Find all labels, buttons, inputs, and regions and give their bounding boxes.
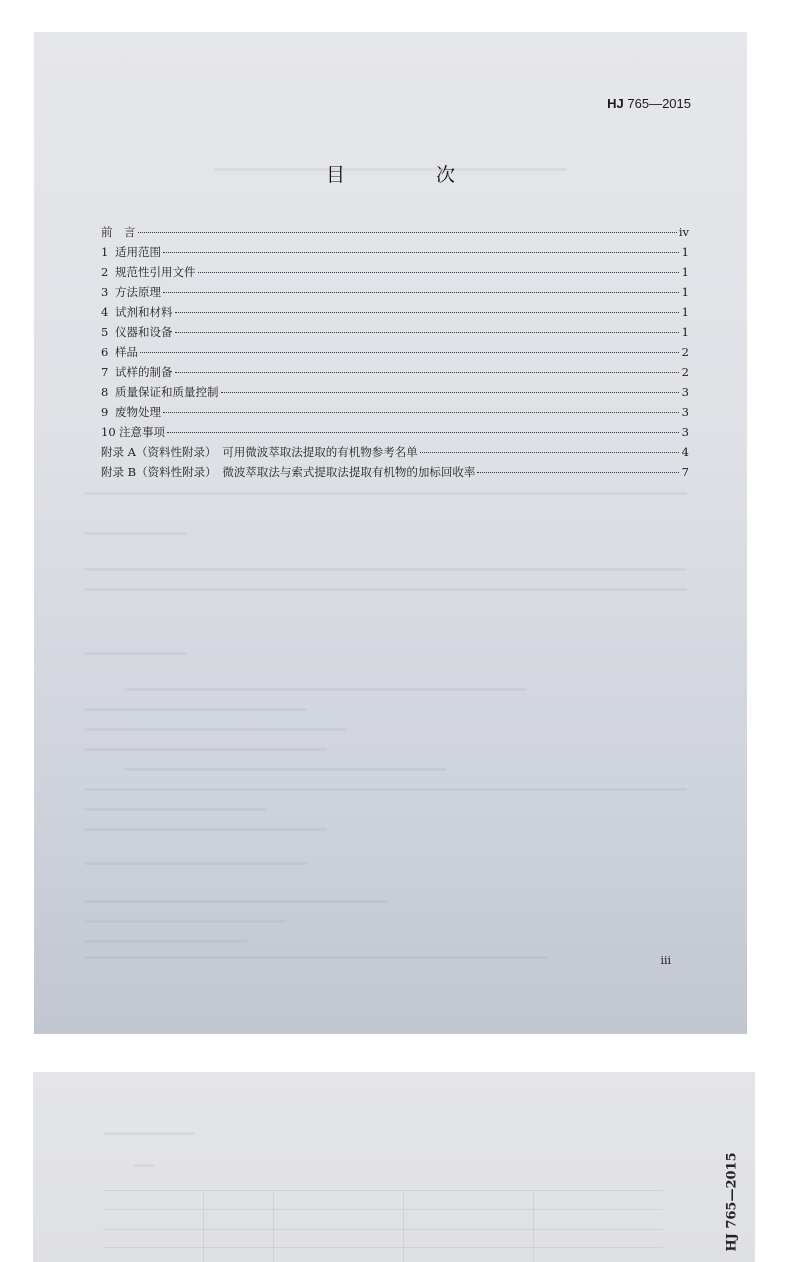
bleed-through-line [84, 862, 307, 865]
bleed-through-line [84, 568, 687, 571]
toc-entry [101, 224, 689, 244]
bleed-through-line [124, 688, 527, 691]
bleed-through-line [84, 788, 687, 791]
toc-entry-number: 2 [101, 265, 109, 279]
toc-entry [101, 284, 689, 304]
toc-entry-number: 10 [101, 425, 116, 439]
bleed-through-line [84, 920, 287, 923]
toc-entry-label: 质量保证和质量控制 [115, 385, 219, 399]
toc-entry-page: 1 [681, 245, 689, 259]
toc-entry-page: 1 [681, 325, 689, 339]
standard-code-prefix: HJ [607, 96, 624, 111]
toc-entry-label: 废物处理 [115, 405, 161, 419]
toc-entry-number: 6 [101, 345, 109, 359]
bleed-through-line [84, 940, 247, 943]
toc-entry [101, 344, 689, 364]
toc-entry-page: 1 [681, 265, 689, 279]
toc-entry-page: iv [678, 225, 689, 239]
table-of-contents [101, 224, 689, 484]
toc-entry [101, 424, 689, 444]
bleed-through-line [84, 492, 687, 495]
document-page-next [33, 1072, 755, 1262]
toc-leader-dots [175, 332, 680, 333]
toc-entry [101, 404, 689, 424]
toc-entry-page: 4 [681, 445, 689, 459]
toc-leader-dots [175, 372, 680, 373]
toc-entry-label: 注意事项 [119, 425, 165, 439]
toc-entry-number: 3 [101, 285, 109, 299]
toc-entry-page: 3 [681, 425, 689, 439]
toc-entry [101, 364, 689, 384]
toc-entry-label: 适用范围 [115, 245, 161, 259]
toc-entry-page: 2 [681, 365, 689, 379]
bleed-through-line [84, 900, 387, 903]
document-page-toc [34, 32, 747, 1034]
toc-entry-page: 7 [681, 465, 689, 479]
toc-leader-dots [221, 392, 680, 393]
toc-entry [101, 324, 689, 344]
toc-entry [101, 464, 689, 484]
toc-entry-number: 4 [101, 305, 109, 319]
standard-code-number: 765—2015 [627, 96, 691, 111]
bleed-through-line [103, 1132, 195, 1135]
toc-entry-number: 1 [101, 245, 109, 259]
toc-entry-label: 前 言 [101, 225, 136, 239]
toc-entry-page: 2 [681, 345, 689, 359]
bleed-through-line [84, 728, 347, 731]
spine-standard-code [721, 1148, 743, 1256]
toc-entry-label: 附录 B（资料性附录） 微波萃取法与索式提取法提取有机物的加标回收率 [101, 465, 476, 479]
toc-leader-dots [163, 252, 679, 253]
toc-leader-dots [163, 412, 679, 413]
toc-leader-dots [198, 272, 680, 273]
toc-entry [101, 244, 689, 264]
bleed-through-line [84, 708, 307, 711]
toc-leader-dots [477, 472, 679, 473]
bleed-through-line [84, 652, 187, 655]
toc-entry-number: 8 [101, 385, 109, 399]
toc-entry-label: 仪器和设备 [115, 325, 173, 339]
bleed-through-line [124, 768, 447, 771]
toc-entry-page: 1 [681, 285, 689, 299]
bleed-through-table [103, 1190, 663, 1262]
spine-standard-code-text: HJ 765—2015 [724, 1152, 740, 1252]
toc-entry-label: 试样的制备 [115, 365, 173, 379]
toc-entry-number: 9 [101, 405, 109, 419]
toc-entry-number: 7 [101, 365, 109, 379]
toc-entry-label: 方法原理 [115, 285, 161, 299]
toc-entry-label: 试剂和材料 [115, 305, 173, 319]
toc-entry [101, 444, 689, 464]
toc-leader-dots [420, 452, 679, 453]
bleed-through-line [84, 808, 267, 811]
toc-leader-dots [163, 292, 679, 293]
toc-leader-dots [167, 432, 679, 433]
bleed-through-line [84, 956, 547, 959]
bleed-through-line [84, 532, 187, 535]
bleed-through-line [84, 588, 687, 591]
bleed-through-line [84, 828, 327, 831]
toc-entry [101, 264, 689, 284]
toc-entry [101, 384, 689, 404]
toc-leader-dots [140, 352, 679, 353]
toc-entry-label: 规范性引用文件 [115, 265, 196, 279]
toc-title: 目 次 [325, 164, 491, 186]
toc-entry-page: 3 [681, 385, 689, 399]
bleed-through-line [84, 748, 327, 751]
toc-entry [101, 304, 689, 324]
toc-entry-label: 样品 [115, 345, 138, 359]
toc-entry-page: 1 [681, 305, 689, 319]
toc-entry-number: 5 [101, 325, 109, 339]
toc-leader-dots [175, 312, 680, 313]
toc-entry-page: 3 [681, 405, 689, 419]
toc-entry-label: 附录 A（资料性附录） 可用微波萃取法提取的有机物参考名单 [101, 445, 418, 459]
bleed-through-line [133, 1164, 155, 1167]
page-number: iii [660, 954, 671, 967]
standard-code [607, 96, 691, 111]
toc-leader-dots [138, 232, 677, 233]
